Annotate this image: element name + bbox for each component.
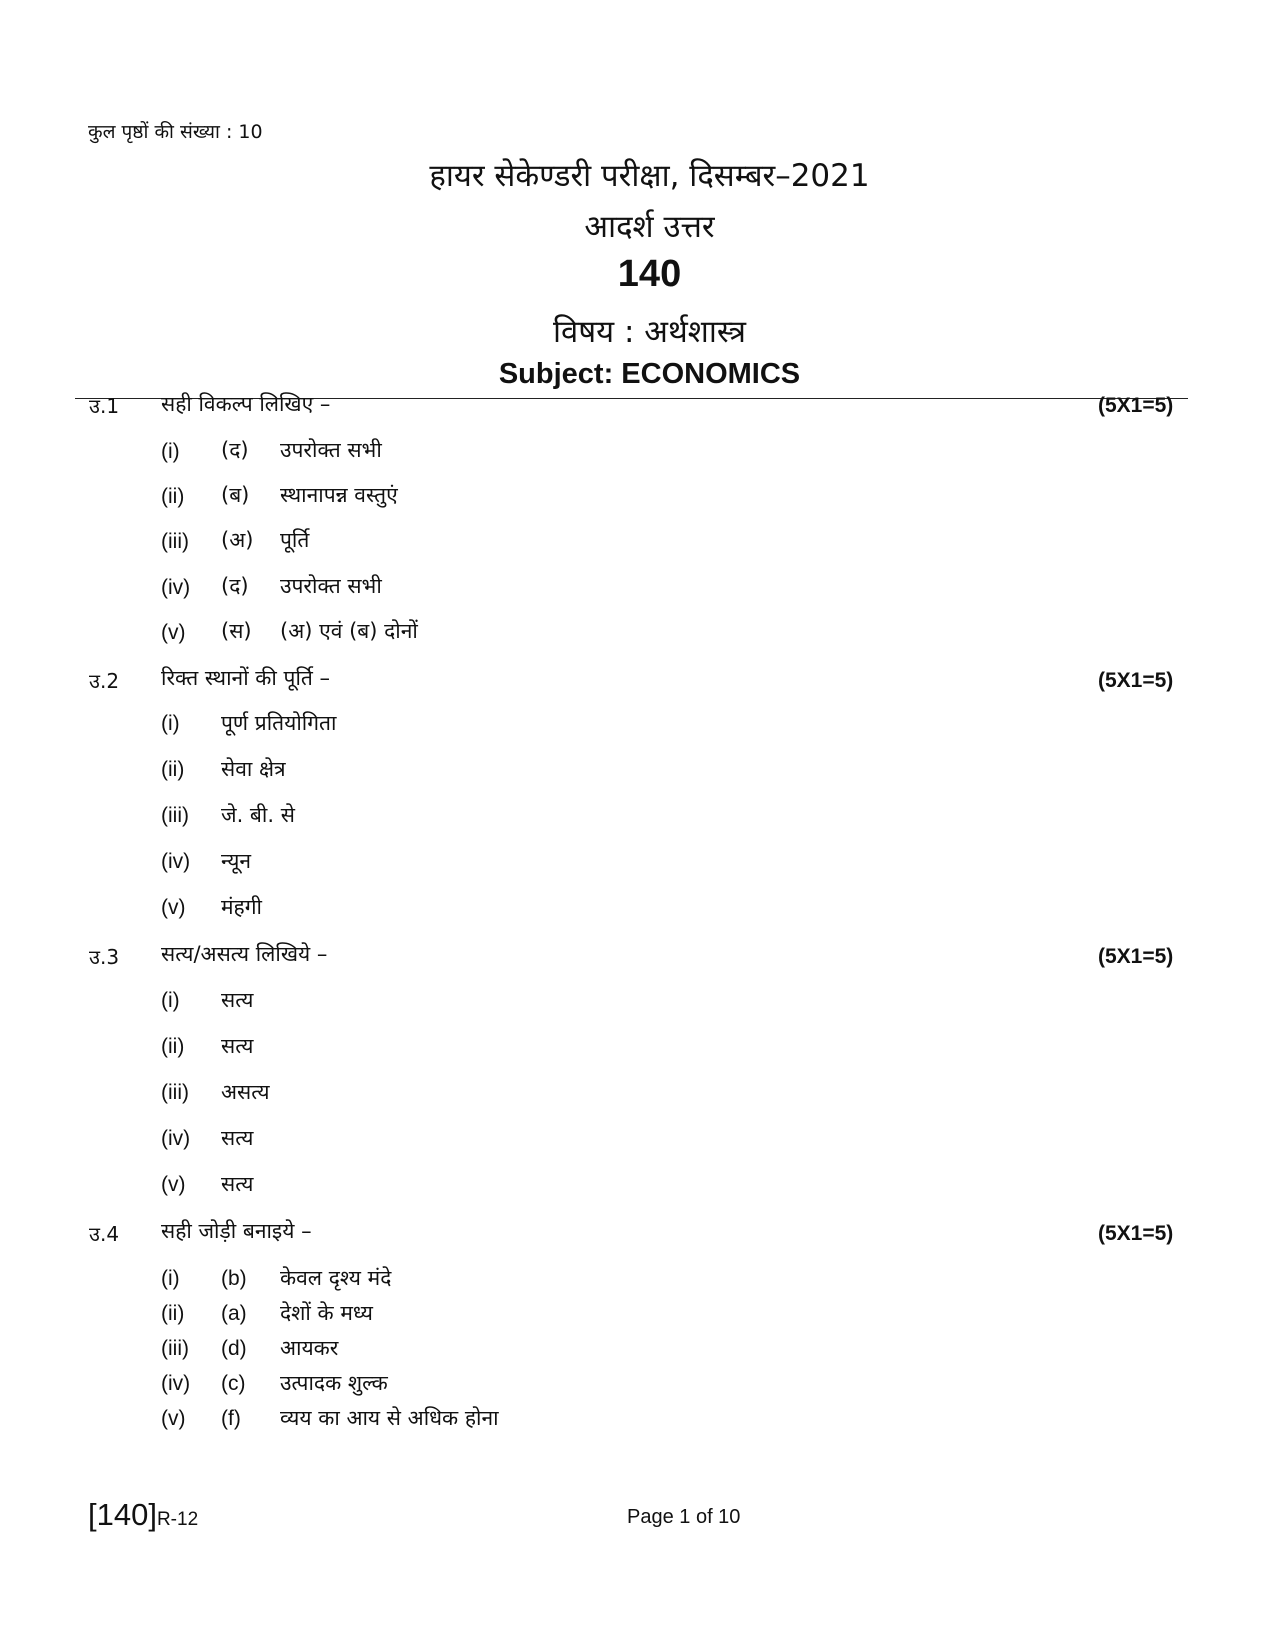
item-roman: (i) <box>161 989 180 1012</box>
item-roman: (iii) <box>161 804 189 827</box>
item-roman: (v) <box>161 1407 186 1430</box>
item-answer: उपरोक्त सभी <box>280 574 382 598</box>
question-title: सही विकल्प लिखिए – <box>161 392 331 416</box>
item-answer: केवल दृश्य मंदे <box>280 1266 392 1290</box>
paper-code: 140 <box>617 253 682 295</box>
item-roman: (iii) <box>161 1081 189 1104</box>
item-option: (a) <box>221 1302 247 1325</box>
item-answer: उपरोक्त सभी <box>280 438 382 462</box>
footer-code-main: [140] <box>88 1497 157 1532</box>
item-option: (ब) <box>221 483 250 507</box>
item-roman: (i) <box>161 440 180 463</box>
item-answer: सत्य <box>221 988 254 1012</box>
item-roman: (iv) <box>161 576 191 599</box>
item-answer: आयकर <box>280 1336 339 1360</box>
subject-hindi: विषय : अर्थशास्त्र <box>552 314 747 350</box>
item-roman: (ii) <box>161 1035 185 1058</box>
item-roman: (iv) <box>161 1127 191 1150</box>
subject-english: Subject: ECONOMICS <box>498 358 801 390</box>
item-option: (c) <box>221 1372 246 1395</box>
item-answer: पूर्ति <box>280 528 310 552</box>
item-answer: मंहगी <box>221 895 262 919</box>
item-answer: (अ) एवं (ब) दोनों <box>280 619 418 643</box>
item-answer: न्यून <box>221 849 252 873</box>
item-answer: पूर्ण प्रतियोगिता <box>221 711 337 735</box>
item-roman: (v) <box>161 621 186 644</box>
question-marks: (5X1=5) <box>1098 394 1174 417</box>
item-answer: सत्य <box>221 1172 254 1196</box>
item-option: (अ) <box>221 528 254 552</box>
item-answer: सत्य <box>221 1126 254 1150</box>
question-title: सत्य/असत्य लिखिये – <box>161 942 328 966</box>
item-answer: देशों के मध्य <box>280 1301 373 1325</box>
item-roman: (v) <box>161 896 186 919</box>
footer-code-suffix: R-12 <box>156 1509 199 1530</box>
total-pages-note: कुल पृष्ठों की संख्या : 10 <box>88 121 263 143</box>
item-answer: सेवा क्षेत्र <box>221 757 286 781</box>
question-number: उ.1 <box>89 394 120 418</box>
page-number: Page 1 of 10 <box>627 1506 741 1528</box>
item-roman: (v) <box>161 1173 186 1196</box>
question-number: उ.4 <box>89 1222 120 1246</box>
question-title: रिक्त स्थानों की पूर्ति – <box>161 666 331 690</box>
question-number: उ.3 <box>89 945 120 969</box>
item-option: (स) <box>221 619 252 643</box>
item-answer: असत्य <box>221 1080 270 1104</box>
item-answer: जे. बी. से <box>221 803 295 827</box>
item-option: (द) <box>221 438 249 462</box>
item-roman: (iii) <box>161 1337 189 1360</box>
question-number: उ.2 <box>89 669 120 693</box>
item-roman: (i) <box>161 1267 180 1290</box>
item-answer: उत्पादक शुल्क <box>280 1371 388 1395</box>
question-marks: (5X1=5) <box>1098 1222 1174 1245</box>
question-title: सही जोड़ी बनाइये – <box>161 1219 312 1243</box>
item-answer: स्थानापन्न वस्तुएं <box>280 483 398 507</box>
footer-paper-code <box>88 1497 198 1533</box>
item-roman: (i) <box>161 712 180 735</box>
item-roman: (ii) <box>161 485 185 508</box>
item-option: (b) <box>221 1267 247 1290</box>
exam-title: हायर सेकेण्डरी परीक्षा, दिसम्बर–2021 <box>429 158 870 194</box>
item-roman: (ii) <box>161 1302 185 1325</box>
answer-title: आदर्श उत्तर <box>584 209 715 245</box>
item-roman: (iii) <box>161 530 189 553</box>
question-marks: (5X1=5) <box>1098 945 1174 968</box>
item-answer: सत्य <box>221 1034 254 1058</box>
item-option: (f) <box>221 1407 241 1430</box>
item-roman: (ii) <box>161 758 185 781</box>
item-roman: (iv) <box>161 1372 191 1395</box>
item-answer: व्यय का आय से अधिक होना <box>280 1406 499 1430</box>
item-option: (d) <box>221 1337 247 1360</box>
question-marks: (5X1=5) <box>1098 669 1174 692</box>
item-roman: (iv) <box>161 850 191 873</box>
item-option: (द) <box>221 574 249 598</box>
